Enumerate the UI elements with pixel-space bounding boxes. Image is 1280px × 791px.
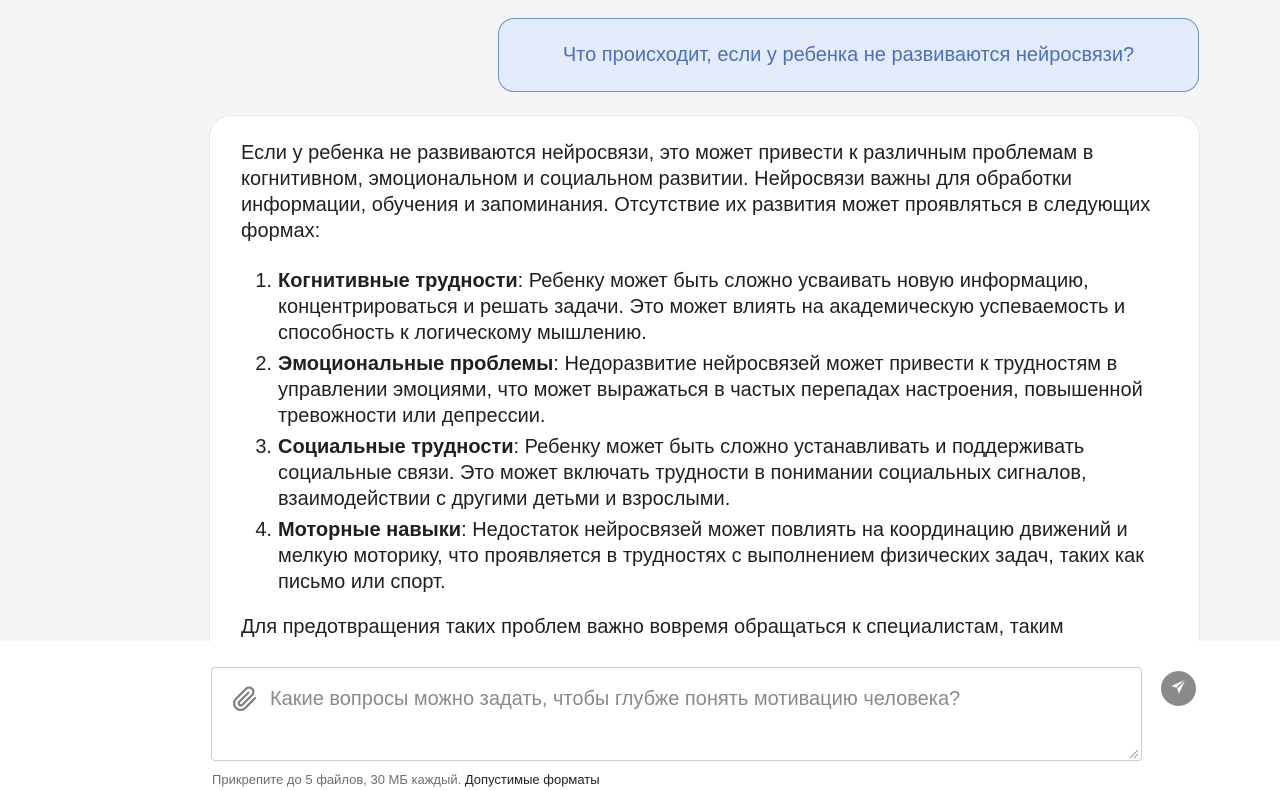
list-item-number: 3.: [255, 436, 272, 458]
composer: [0, 641, 1280, 791]
paperclip-icon[interactable]: [232, 686, 258, 712]
assistant-outro-text: Для предотвращения таких проблем важно вовремя обращаться к специалистам, таким: [241, 616, 1064, 638]
list-item-text: : Недоразвитие нейросвязей может привести к трудностям в управлении эмоциями, что может выражаться в частых перепадах настроения, повышенной тревожности или депрессии.: [278, 353, 1143, 427]
list-item-number: 2.: [255, 353, 272, 375]
list-item-number: 1.: [255, 270, 272, 292]
assistant-intro-text: Если у ребенка не развиваются нейросвязи, это может привести к различным проблемам в когнитивном, эмоциональном и социальном развитии. Нейросвязи важны для обработки информации, обучения и запоминания. Отсутствие их развития может проявляться в следующих формах:: [241, 142, 1151, 242]
message-input[interactable]: [270, 686, 1120, 746]
message-input-box: [211, 667, 1142, 761]
list-item: [241, 434, 1169, 512]
user-message-text: Что происходит, если у ребенка не развиваются нейросвязи?: [562, 43, 1135, 66]
attachment-hint-text: Прикрепите до 5 файлов, 30 МБ каждый.: [212, 772, 462, 787]
send-button[interactable]: [1161, 671, 1196, 706]
answer-list: [241, 268, 1169, 595]
list-item-text: : Недостаток нейросвязей может повлиять на координацию движений и мелкую моторику, что проявляется в трудностях с выполнением физических задач, таких как письмо или спорт.: [278, 519, 1144, 593]
list-item-title: Социальные трудности: [278, 436, 514, 458]
list-item-title: Моторные навыки: [278, 519, 462, 541]
assistant-message-bubble: [209, 115, 1200, 641]
list-item-text: : Ребенку может быть сложно усваивать новую информацию, концентрироваться и решать задачи. Это может влиять на академическую успеваемость и способность к логическому мышлению.: [278, 270, 1126, 344]
user-message-bubble: [498, 18, 1199, 92]
list-item-number: 4.: [255, 519, 272, 541]
list-item: [241, 268, 1169, 346]
list-item: [241, 351, 1169, 429]
list-item-title: Когнитивные трудности: [278, 270, 518, 292]
list-item-text: : Ребенку может быть сложно устанавливать и поддерживать социальные связи. Это может включать трудности в понимании социальных сигналов, взаимодействии с другими детьми и взрослыми.: [278, 436, 1087, 510]
resize-handle-icon[interactable]: [1127, 746, 1139, 758]
list-item-title: Эмоциональные проблемы: [278, 353, 554, 375]
paper-plane-icon: [1169, 677, 1188, 701]
allowed-formats-link[interactable]: Допустимые форматы: [464, 772, 600, 787]
attachment-hint: [212, 772, 600, 787]
list-item: [241, 517, 1169, 595]
